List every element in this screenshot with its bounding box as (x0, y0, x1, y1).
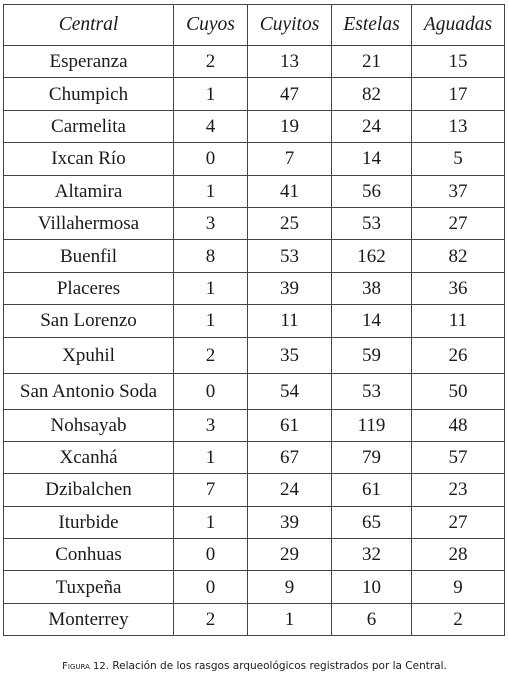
header-central: Central (4, 5, 174, 46)
cell-central: Esperanza (4, 46, 174, 78)
table-row (4, 240, 505, 272)
cell-aguadas: 37 (412, 175, 505, 207)
cell-aguadas: 13 (412, 110, 505, 142)
cell-cuyitos: 53 (248, 240, 332, 272)
cell-cuyos: 3 (174, 409, 248, 441)
cell-cuyos: 2 (174, 46, 248, 78)
cell-cuyos: 0 (174, 539, 248, 571)
cell-cuyitos: 61 (248, 409, 332, 441)
cell-aguadas: 82 (412, 240, 505, 272)
cell-aguadas: 26 (412, 337, 505, 373)
cell-estelas: 53 (332, 207, 412, 239)
cell-cuyos: 4 (174, 110, 248, 142)
cell-cuyos: 1 (174, 272, 248, 304)
cell-cuyos: 3 (174, 207, 248, 239)
cell-cuyitos: 29 (248, 539, 332, 571)
cell-cuyos: 7 (174, 474, 248, 506)
figure-caption (0, 660, 509, 672)
table-row (4, 474, 505, 506)
cell-aguadas: 28 (412, 539, 505, 571)
table-row (4, 78, 505, 110)
cell-estelas: 65 (332, 506, 412, 538)
table-row (4, 46, 505, 78)
cell-estelas: 53 (332, 373, 412, 409)
cell-central: Villahermosa (4, 207, 174, 239)
cell-cuyitos: 24 (248, 474, 332, 506)
table-row (4, 571, 505, 603)
cell-aguadas: 2 (412, 603, 505, 635)
table-row (4, 506, 505, 538)
cell-aguadas: 23 (412, 474, 505, 506)
cell-cuyitos: 13 (248, 46, 332, 78)
table-header-row (4, 5, 505, 46)
cell-aguadas: 17 (412, 78, 505, 110)
cell-cuyitos: 39 (248, 272, 332, 304)
cell-estelas: 56 (332, 175, 412, 207)
table-row (4, 441, 505, 473)
cell-estelas: 32 (332, 539, 412, 571)
header-aguadas: Aguadas (412, 5, 505, 46)
cell-cuyos: 1 (174, 78, 248, 110)
cell-cuyitos: 54 (248, 373, 332, 409)
cell-central: Xcanhá (4, 441, 174, 473)
cell-estelas: 38 (332, 272, 412, 304)
cell-central: Altamira (4, 175, 174, 207)
cell-central: Ixcan Río (4, 143, 174, 175)
table-row (4, 603, 505, 635)
cell-aguadas: 50 (412, 373, 505, 409)
cell-central: Dzibalchen (4, 474, 174, 506)
cell-central: Monterrey (4, 603, 174, 635)
cell-aguadas: 5 (412, 143, 505, 175)
cell-aguadas: 9 (412, 571, 505, 603)
table-row (4, 373, 505, 409)
cell-cuyitos: 35 (248, 337, 332, 373)
cell-estelas: 24 (332, 110, 412, 142)
cell-cuyos: 0 (174, 571, 248, 603)
cell-estelas: 79 (332, 441, 412, 473)
cell-aguadas: 27 (412, 506, 505, 538)
cell-central: Buenfil (4, 240, 174, 272)
table-row (4, 539, 505, 571)
cell-cuyitos: 39 (248, 506, 332, 538)
cell-cuyos: 1 (174, 506, 248, 538)
cell-central: Xpuhil (4, 337, 174, 373)
cell-central: San Antonio Soda (4, 373, 174, 409)
cell-estelas: 14 (332, 305, 412, 337)
cell-estelas: 14 (332, 143, 412, 175)
cell-cuyitos: 7 (248, 143, 332, 175)
cell-cuyos: 1 (174, 305, 248, 337)
cell-central: Iturbide (4, 506, 174, 538)
cell-estelas: 6 (332, 603, 412, 635)
cell-estelas: 59 (332, 337, 412, 373)
cell-aguadas: 11 (412, 305, 505, 337)
cell-estelas: 119 (332, 409, 412, 441)
table-row (4, 110, 505, 142)
cell-cuyos: 1 (174, 441, 248, 473)
cell-central: Conhuas (4, 539, 174, 571)
table-row (4, 207, 505, 239)
cell-estelas: 82 (332, 78, 412, 110)
cell-estelas: 61 (332, 474, 412, 506)
table-row (4, 143, 505, 175)
cell-cuyitos: 41 (248, 175, 332, 207)
cell-cuyos: 8 (174, 240, 248, 272)
table-row (4, 175, 505, 207)
cell-central: Tuxpeña (4, 571, 174, 603)
figure-caption-text: Relación de los rasgos arqueológicos registrados por la Central. (112, 660, 447, 672)
table-row (4, 337, 505, 373)
cell-estelas: 10 (332, 571, 412, 603)
header-estelas: Estelas (332, 5, 412, 46)
table-row (4, 305, 505, 337)
cell-cuyos: 0 (174, 373, 248, 409)
cell-cuyos: 2 (174, 603, 248, 635)
cell-estelas: 21 (332, 46, 412, 78)
cell-central: Carmelita (4, 110, 174, 142)
header-cuyos: Cuyos (174, 5, 248, 46)
cell-central: Nohsayab (4, 409, 174, 441)
cell-cuyitos: 1 (248, 603, 332, 635)
table-row (4, 409, 505, 441)
cell-cuyos: 0 (174, 143, 248, 175)
cell-central: Chumpich (4, 78, 174, 110)
cell-aguadas: 36 (412, 272, 505, 304)
cell-aguadas: 27 (412, 207, 505, 239)
cell-cuyos: 1 (174, 175, 248, 207)
cell-cuyitos: 19 (248, 110, 332, 142)
data-table (3, 4, 505, 636)
header-cuyitos: Cuyitos (248, 5, 332, 46)
cell-cuyitos: 47 (248, 78, 332, 110)
cell-aguadas: 15 (412, 46, 505, 78)
cell-cuyitos: 25 (248, 207, 332, 239)
cell-central: Placeres (4, 272, 174, 304)
table-row (4, 272, 505, 304)
cell-cuyitos: 67 (248, 441, 332, 473)
figure-label: Figura 12. (62, 661, 109, 672)
cell-cuyitos: 11 (248, 305, 332, 337)
cell-central: San Lorenzo (4, 305, 174, 337)
cell-cuyitos: 9 (248, 571, 332, 603)
cell-aguadas: 57 (412, 441, 505, 473)
cell-aguadas: 48 (412, 409, 505, 441)
table-body (4, 46, 505, 636)
cell-cuyos: 2 (174, 337, 248, 373)
cell-estelas: 162 (332, 240, 412, 272)
